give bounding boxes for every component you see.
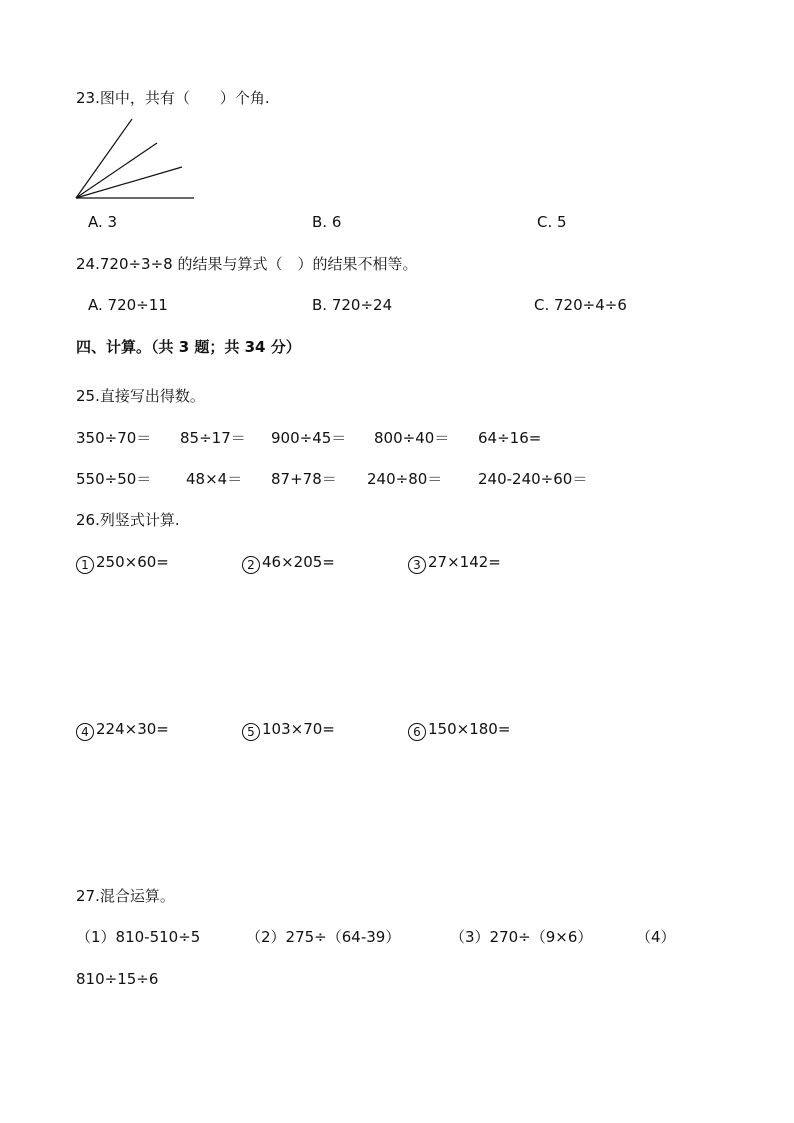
q23-stem: 23.图中，共有（ ）个角.: [76, 89, 270, 107]
q26-expr: 46×205=: [262, 553, 335, 571]
q27-item-2: （2）275÷（64-39）: [246, 928, 401, 946]
q26-expr: 224×30=: [96, 720, 169, 738]
q26-item-6: [408, 719, 510, 741]
circled-number: 1: [76, 556, 94, 574]
q25-r1-c1: 350÷70＝: [76, 429, 152, 447]
circled-number: 2: [242, 556, 260, 574]
q25-r1-c2: 85÷17＝: [180, 429, 246, 447]
q25-r2-c5: 240-240÷60＝: [478, 470, 588, 488]
q26-item-1: [76, 552, 169, 574]
q26-expr: 27×142=: [428, 553, 501, 571]
q26-expr: 250×60=: [96, 553, 169, 571]
q26-item-4: [76, 719, 169, 741]
q26-stem: 26.列竖式计算.: [76, 511, 180, 529]
circled-number: 6: [408, 723, 426, 741]
q25-r2-c1: 550÷50＝: [76, 470, 152, 488]
q27-item-3: （3）270÷（9×6）: [450, 928, 593, 946]
circled-number: 5: [242, 723, 260, 741]
angle-figure: [70, 112, 200, 204]
q27-stem: 27.混合运算。: [76, 887, 175, 905]
q25-r1-c4: 800÷40＝: [374, 429, 450, 447]
q26-item-5: [242, 719, 335, 741]
q25-stem: 25.直接写出得数。: [76, 387, 205, 405]
q25-r1-c3: 900÷45＝: [271, 429, 347, 447]
q24-option-a: A. 720÷11: [88, 296, 168, 314]
angle-ray-1: [76, 167, 182, 198]
angle-ray-3: [76, 119, 132, 198]
q24-option-b: B. 720÷24: [312, 296, 393, 314]
q27-item-4: （4）: [636, 928, 676, 946]
q23-option-c: C. 5: [537, 213, 567, 231]
circled-number: 3: [408, 556, 426, 574]
q26-item-2: [242, 552, 335, 574]
q27-item-1: （1）810-510÷5: [76, 928, 201, 946]
q25-r2-c2: 48×4＝: [186, 470, 243, 488]
q24-stem: 24.720÷3÷8 的结果与算式（ ）的结果不相等。: [76, 255, 418, 273]
q25-r2-c3: 87+78＝: [271, 470, 337, 488]
q27-continuation: 810÷15÷6: [76, 970, 159, 988]
q24-option-c: C. 720÷4÷6: [534, 296, 627, 314]
circled-number: 4: [76, 723, 94, 741]
q25-r1-c5: 64÷16=: [478, 429, 542, 447]
q23-option-a: A. 3: [88, 213, 118, 231]
angle-ray-2: [76, 143, 157, 198]
q26-expr: 103×70=: [262, 720, 335, 738]
q23-option-b: B. 6: [312, 213, 342, 231]
section-title: 四、计算。（共 3 题；共 34 分）: [76, 338, 301, 356]
q26-expr: 150×180=: [428, 720, 511, 738]
q26-item-3: [408, 552, 501, 574]
q25-r2-c4: 240÷80＝: [367, 470, 443, 488]
